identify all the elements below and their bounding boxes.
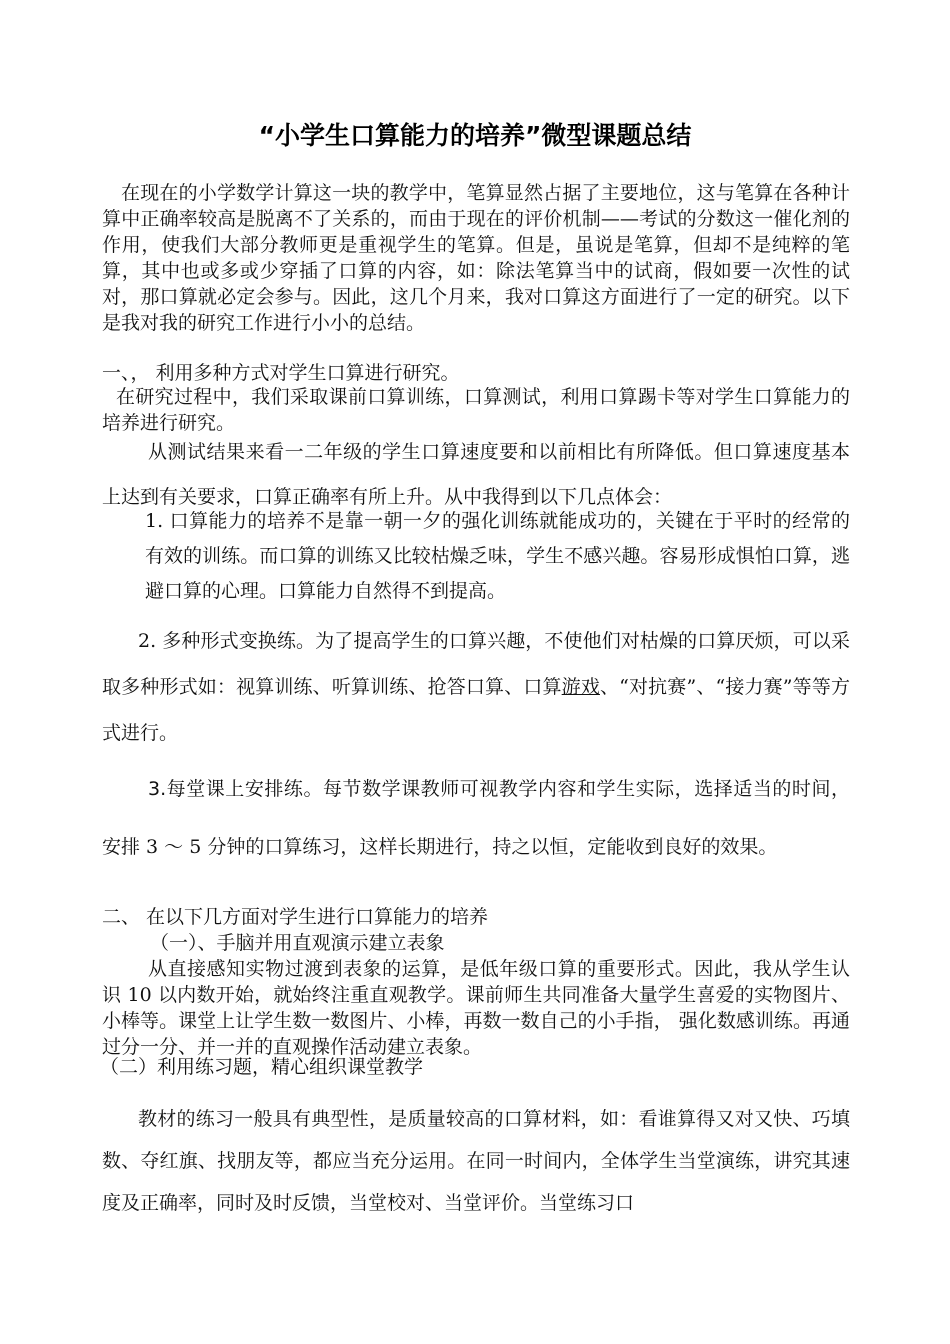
point-2: [102, 618, 850, 756]
section2-paragraph-1: 从直接感知实物过渡到表象的运算，是低年级口算的重要形式。因此，我从学生认识 10 以内数开始，就始终注重直观教学。课前师生共同准备大量学生喜爱的实物图片、小棒等。课堂上让学生数一数图片、小棒，再数一数自己的小手指， 强化数感训练。再通过分一分、并一并的直观操作活动建立表象。: [102, 958, 850, 1058]
section2-heading: 二、 在以下几方面对学生进行口算能力的培养: [102, 906, 489, 928]
section1-paragraph-2: 从测试结果来看一二年级的学生口算速度要和以前相比有所降低。但口算速度基本上达到有关要求，口算正确率有所上升。从中我得到以下几点体会：: [102, 441, 850, 508]
document-title: “小学生口算能力的培养”微型课题总结: [258, 121, 692, 150]
point-2-text-a: 2. 多种形式变换练。为了提高学生的口算兴趣，不使他们对枯燥的口算厌烦，可以采取多种形式如：视算训练、听算训练、抢答口算、口算: [102, 630, 850, 698]
section2-subheading-1: （一）、手脑并用直观演示建立表象: [150, 932, 445, 954]
section1-heading: 一、， 利用多种方式对学生口算进行研究。: [102, 362, 460, 384]
point-3: [102, 760, 850, 876]
section1-paragraph-1: 在研究过程中，我们采取课前口算训练，口算测试，利用口算踢卡等对学生口算能力的培养进行研究。: [102, 386, 850, 434]
point-3-text: 每堂课上安排练。每节数学课教师可视教学内容和学生实际，选择适当的时间，安排 3 ～ 5 分钟的口算练习，这样长期进行，持之以恒，定能收到良好的效果。: [102, 778, 850, 858]
intro-paragraph: 在现在的小学数学计算这一块的教学中，笔算显然占据了主要地位，这与笔算在各种计算中正确率较高是脱离不了关系的，而由于现在的评价机制——考试的分数这一催化剂的作用，使我们大部分教师更是重视学生的笔算。但是，虽说是笔算，但却不是纯粹的笔算，其中也或多或少穿插了口算的内容，如：除法笔算当中的试商，假如要一次性的试对，那口算就必定会参与。因此，这几个月来，我对口算这方面进行了一定的研究。以下是我对我的研究工作进行小小的总结。: [102, 182, 850, 334]
point-1: 1. 口算能力的培养不是靠一朝一夕的强化训练就能成功的，关键在于平时的经常的有效的训练。而口算的训练又比较枯燥乏味，学生不感兴趣。容易形成惧怕口算，逃避口算的心理。口算能力自然得不到提高。: [145, 510, 850, 602]
point-2-link-game[interactable]: 游戏: [561, 676, 600, 698]
section2-subheading-2: （二）利用练习题，精心组织课堂教学: [100, 1056, 424, 1078]
point-2-text-b: 、“对抗赛”、“接力赛”等等方式进行。: [102, 676, 850, 744]
section2-paragraph-2: 教材的练习一般具有典型性，是质量较高的口算材料，如：看谁算得又对又快、巧填数、夺红旗、找朋友等，都应当充分运用。在同一时间内，全体学生当堂演练，讲究其速度及正确率，同时及时反馈，当堂校对、当堂评价。当堂练习口: [102, 1108, 850, 1214]
point-3-number: 3.: [148, 778, 167, 800]
